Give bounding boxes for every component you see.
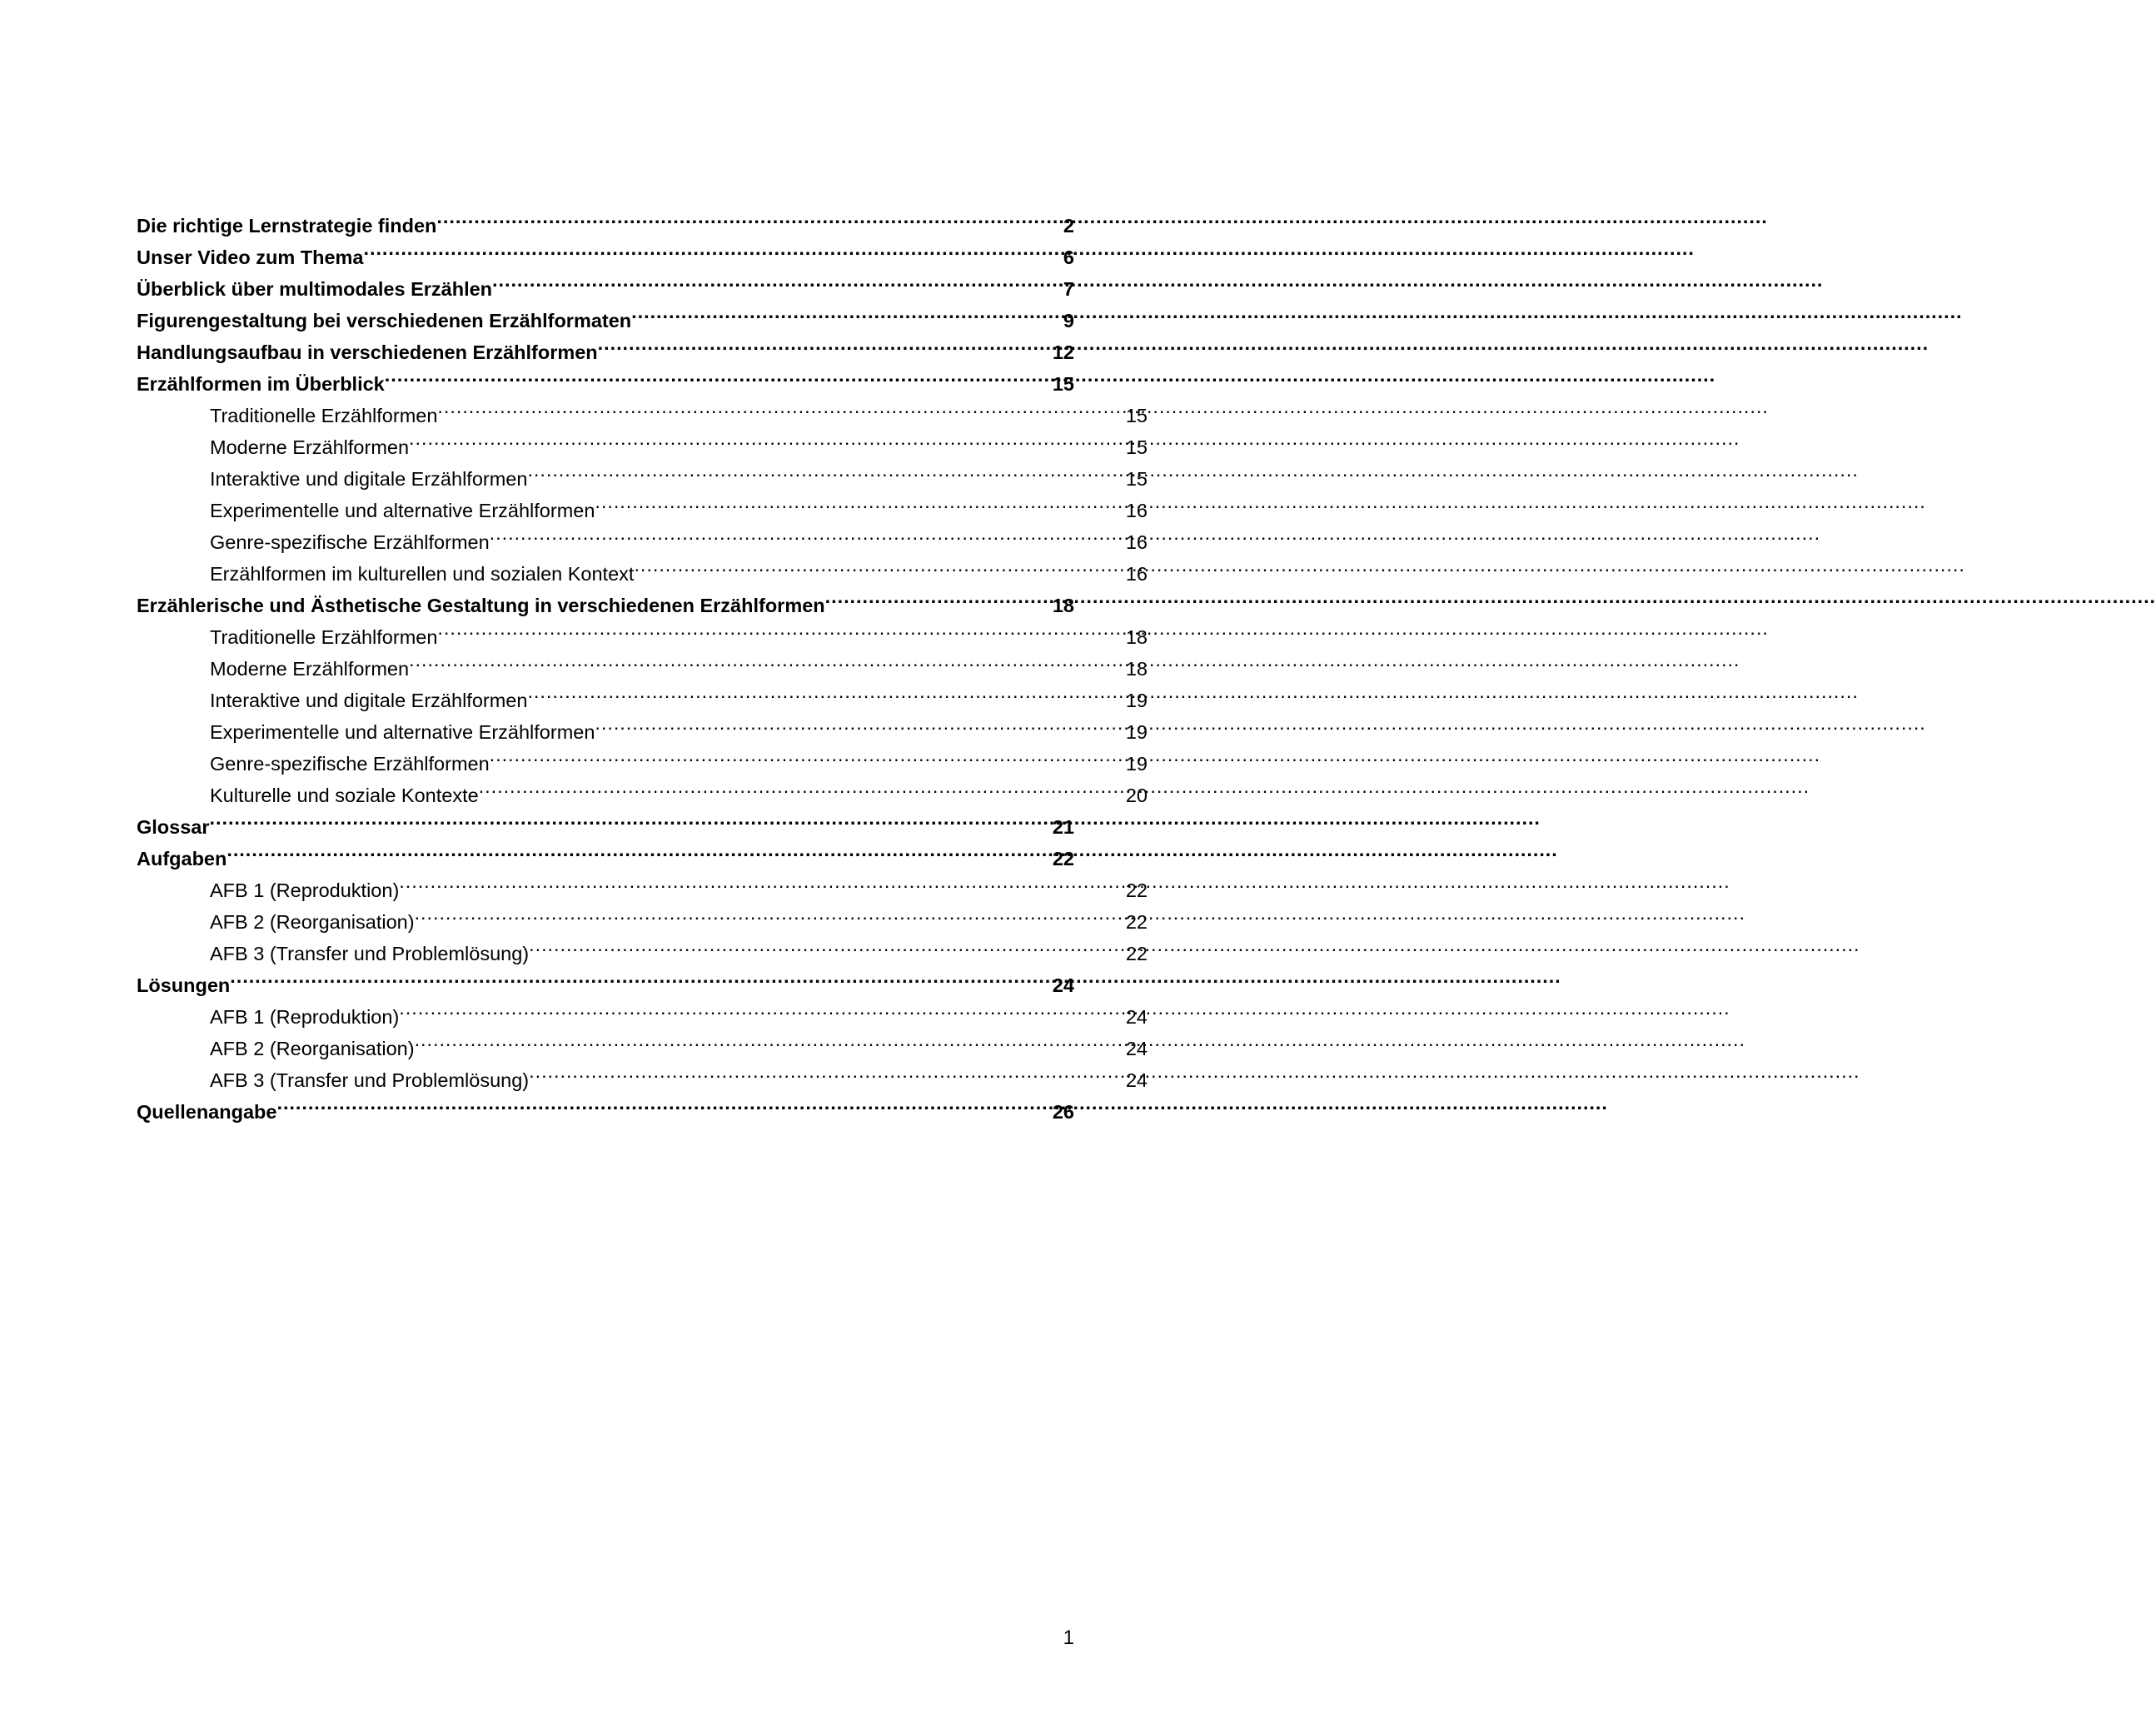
toc-dot-leader <box>399 1004 1125 1024</box>
toc-entry-page-number: 16 <box>1125 531 1148 553</box>
toc-dot-leader <box>490 530 1125 550</box>
toc-entry-page-number: 18 <box>1125 658 1148 680</box>
toc-entry-page-number: 22 <box>1125 879 1148 901</box>
toc-entry-title: Moderne Erzählformen <box>210 436 410 458</box>
toc-dot-leader <box>227 846 1052 866</box>
toc-entry-page-number: 16 <box>1125 563 1148 585</box>
toc-entry-title: Moderne Erzählformen <box>210 658 410 680</box>
toc-entry-title: AFB 2 (Reorganisation) <box>210 911 415 933</box>
toc-dot-leader <box>490 751 1125 771</box>
toc-entry-page-number: 19 <box>1125 690 1148 711</box>
toc-entry-page-number: 19 <box>1125 721 1148 743</box>
toc-entry-title: Überblick über multimodales Erzählen <box>137 278 493 300</box>
toc-entry-page-number: 19 <box>1125 753 1148 775</box>
toc-entry-page-number: 22 <box>1125 943 1148 964</box>
toc-entry-page-number: 9 <box>1063 310 1074 331</box>
toc-entry-title: AFB 3 (Transfer und Problemlösung) <box>210 1069 530 1091</box>
toc-entry-page-number: 6 <box>1063 247 1074 268</box>
toc-entry-page-number: 15 <box>1125 436 1148 458</box>
toc-entry-title: Genre-spezifische Erzählformen <box>210 531 490 553</box>
toc-entry-page-number: 2 <box>1063 215 1074 237</box>
toc-dot-leader <box>436 213 1063 233</box>
toc-entry-title: Erzählformen im kulturellen und sozialen Kontext <box>210 563 635 585</box>
toc-dot-leader <box>529 1068 1125 1088</box>
toc-dot-leader <box>399 878 1125 898</box>
toc-entry-page-number: 15 <box>1125 405 1148 426</box>
toc-dot-leader <box>527 688 1124 708</box>
toc-entry-page-number: 21 <box>1052 816 1074 838</box>
toc-entry-title: Figurengestaltung bei verschiedenen Erzählformaten <box>137 310 632 331</box>
toc-entry-page-number: 20 <box>1125 785 1148 806</box>
toc-dot-leader <box>631 308 1063 328</box>
toc-entry-title: Experimentelle und alternative Erzählformen <box>210 721 595 743</box>
toc-entry-page-number: 15 <box>1052 373 1074 395</box>
toc-entry-title: AFB 2 (Reorganisation) <box>210 1038 415 1059</box>
toc-entry-title: Handlungsaufbau in verschiedenen Erzählformen <box>137 341 598 363</box>
toc-entry-page-number: 22 <box>1125 911 1148 933</box>
toc-entry-title: Interaktive und digitale Erzählformen <box>210 468 528 490</box>
toc-entry-page-number: 18 <box>1052 595 1074 616</box>
toc-dot-leader <box>276 1099 1051 1119</box>
toc-entry-page-number: 22 <box>1052 848 1074 869</box>
toc-entry-title: Unser Video zum Thema <box>137 247 364 268</box>
toc-dot-leader <box>364 245 1063 265</box>
toc-dot-leader <box>598 340 1052 360</box>
toc-dot-leader <box>437 625 1124 645</box>
toc-entry-title: AFB 3 (Transfer und Problemlösung) <box>210 943 530 964</box>
toc-dot-leader <box>825 593 1052 613</box>
toc-entry-title: Erzählformen im Überblick <box>137 373 385 395</box>
toc-entry-page-number: 24 <box>1125 1069 1148 1091</box>
toc-dot-leader <box>527 466 1124 486</box>
toc-entry-page-number: 18 <box>1125 626 1148 648</box>
toc-dot-leader <box>385 371 1052 391</box>
toc-dot-leader <box>492 277 1063 296</box>
toc-entry-title: Lösungen <box>137 974 231 996</box>
toc-entry-page-number: 12 <box>1052 341 1074 363</box>
toc-dot-leader <box>415 909 1125 929</box>
toc-dot-leader <box>437 403 1124 423</box>
toc-dot-leader <box>634 561 1124 581</box>
toc-dot-leader <box>409 435 1125 455</box>
toc-entry-page-number: 24 <box>1052 974 1074 996</box>
toc-dot-leader <box>529 941 1125 961</box>
toc-dot-leader <box>210 815 1052 835</box>
toc-entry-page-number: 7 <box>1063 278 1074 300</box>
toc-entry-page-number: 16 <box>1125 500 1148 521</box>
toc-entry-title: Genre-spezifische Erzählformen <box>210 753 490 775</box>
toc-dot-leader <box>595 498 1124 518</box>
toc-dot-leader <box>230 973 1052 993</box>
toc-entry-title: Erzählerische und Ästhetische Gestaltung in verschiedenen Erzählformen <box>137 595 825 616</box>
toc-entry-title: Kulturelle und soziale Kontexte <box>210 785 479 806</box>
toc-entry-title: Quellenangabe <box>137 1101 277 1123</box>
toc-entry-title: Die richtige Lernstrategie finden <box>137 215 437 237</box>
toc-entry-page-number: 15 <box>1125 468 1148 490</box>
toc-entry-title: Interaktive und digitale Erzählformen <box>210 690 528 711</box>
toc-dot-leader <box>595 720 1124 740</box>
toc-entry-title: Glossar <box>137 816 210 838</box>
toc-dot-leader <box>479 783 1125 803</box>
toc-entry-title: Aufgaben <box>137 848 227 869</box>
footer-page-number: 1 <box>1063 1627 1074 1649</box>
toc-entry[interactable] <box>137 1096 1074 1128</box>
toc-entry-title: Experimentelle und alternative Erzählformen <box>210 500 595 521</box>
table-of-contents <box>137 210 1148 1128</box>
toc-entry-page-number: 26 <box>1052 1101 1074 1123</box>
toc-entry-title: AFB 1 (Reproduktion) <box>210 879 400 901</box>
toc-dot-leader <box>415 1036 1125 1056</box>
toc-entry-title: AFB 1 (Reproduktion) <box>210 1006 400 1028</box>
toc-entry-page-number: 24 <box>1125 1006 1148 1028</box>
toc-entry-page-number: 24 <box>1125 1038 1148 1059</box>
toc-dot-leader <box>409 656 1125 676</box>
toc-entry-title: Traditionelle Erzählformen <box>210 405 438 426</box>
toc-entry-title: Traditionelle Erzählformen <box>210 626 438 648</box>
